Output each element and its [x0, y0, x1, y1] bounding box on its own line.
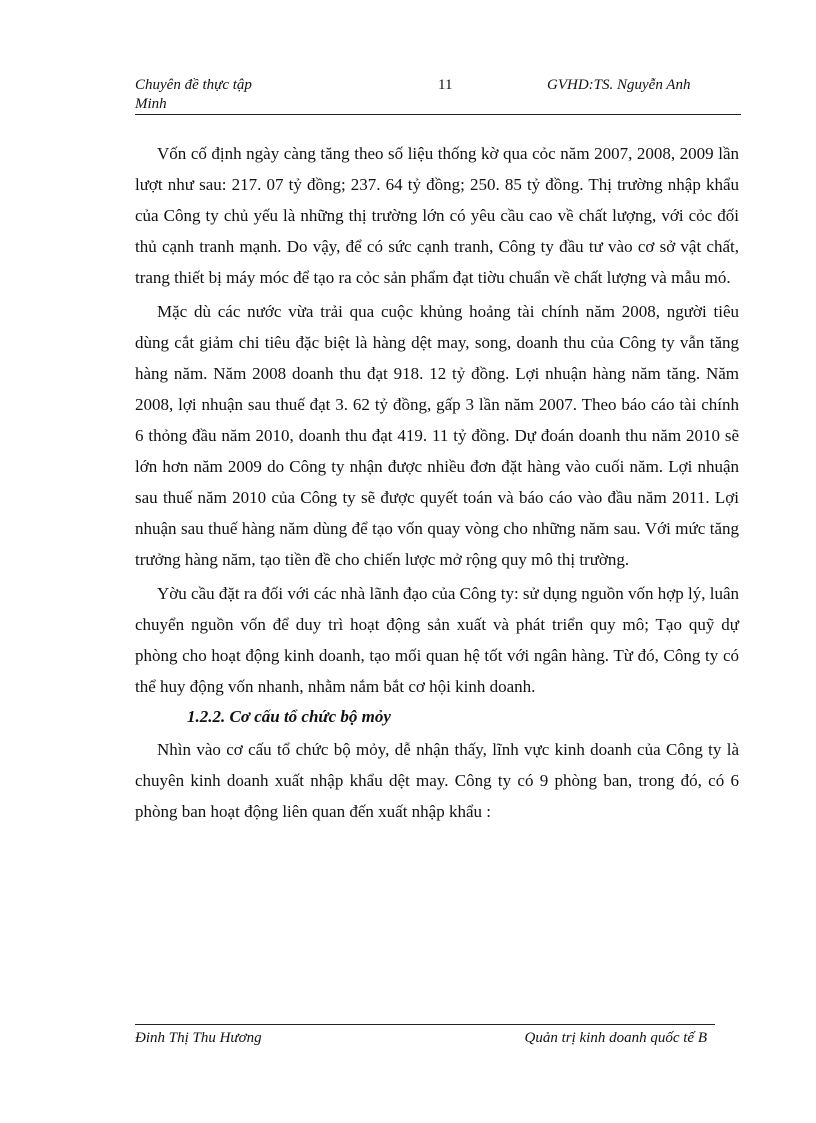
paragraph-org-structure: Nhìn vào cơ cấu tổ chức bộ mỏy, dễ nhận thấy, lĩnh vực kinh doanh của Công ty là chuyên kinh doanh xuất nhập khẩu dệt may. Công ty có 9 phòng ban, trong đó, có 6 phòng ban hoạt động liên quan đến xuất nhập khẩu :	[135, 740, 739, 821]
paragraph-requirements: Yờu cầu đặt ra đối với các nhà lãnh đạo của Công ty: sử dụng nguồn vốn hợp lý, luân chuyển nguồn vốn để duy trì hoạt động sản xuất và phát triển quy mô; Tạo quỹ dự phòng cho hoạt động kinh doanh, tạo mối quan hệ tốt với ngân hàng. Từ đó, Công ty có thể huy động vốn nhanh, nhằm nắm bắt cơ hội kinh doanh.	[135, 584, 739, 696]
page-number: 11	[438, 77, 453, 93]
header-report-title: Chuyên đề thực tập Minh	[135, 77, 252, 112]
footer-divider	[135, 1024, 715, 1025]
header-advisor: GVHD:TS. Nguyễn Anh	[547, 77, 691, 93]
page-header	[135, 76, 741, 115]
paragraph-fixed-capital: Vốn cố định ngày càng tăng theo số liệu thống kờ qua cỏc năm 2007, 2008, 2009 lần lượt như sau: 217. 07 tỷ đồng; 237. 64 tỷ đồng; 250. 85 tỷ đồng. Thị trường nhập khẩu của Công ty chủ yếu là những thị trường lớn có yêu cầu cao về chất lượng, với cỏc đối thủ cạnh tranh mạnh. Do vậy, để có sức cạnh tranh, Công ty đầu tư vào cơ sở vật chất, trang thiết bị máy móc để tạo ra cỏc sản phẩm đạt tiờu chuẩn về chất lượng và mẫu mó.	[135, 144, 739, 287]
footer-department: Quản trị kinh doanh quốc tế B	[524, 1030, 707, 1046]
section-heading: 1.2.2. Cơ cấu tổ chức bộ mỏy	[187, 707, 391, 726]
document-body	[135, 138, 739, 827]
paragraph-revenue: Mặc dù các nước vừa trải qua cuộc khủng hoảng tài chính năm 2008, người tiêu dùng cắt giảm chi tiêu đặc biệt là hàng dệt may, song, doanh thu của Công ty vẫn tăng hàng năm. Năm 2008 doanh thu đạt 918. 12 tỷ đồng. Lợi nhuận hàng năm tăng. Năm 2008, lợi nhuận sau thuế đạt 3. 62 tỷ đồng, gấp 3 lần năm 2007. Theo báo cáo tài chính 6 thỏng đầu năm 2010, doanh thu đạt 419. 11 tỷ đồng. Dự đoán doanh thu năm 2010 sẽ lớn hơn năm 2009 do Công ty nhận được nhiều đơn đặt hàng vào cuối năm. Lợi nhuận sau thuế năm 2010 của Công ty sẽ được quyết toán và báo cáo vào đầu năm 2011. Lợi nhuận sau thuế hàng năm dùng để tạo vốn quay vòng cho những năm sau. Với mức tăng trưởng hàng năm, tạo tiền đề cho chiến lược mở rộng quy mô thị trường.	[135, 302, 739, 569]
footer-author: Đinh Thị Thu Hương	[135, 1030, 262, 1046]
